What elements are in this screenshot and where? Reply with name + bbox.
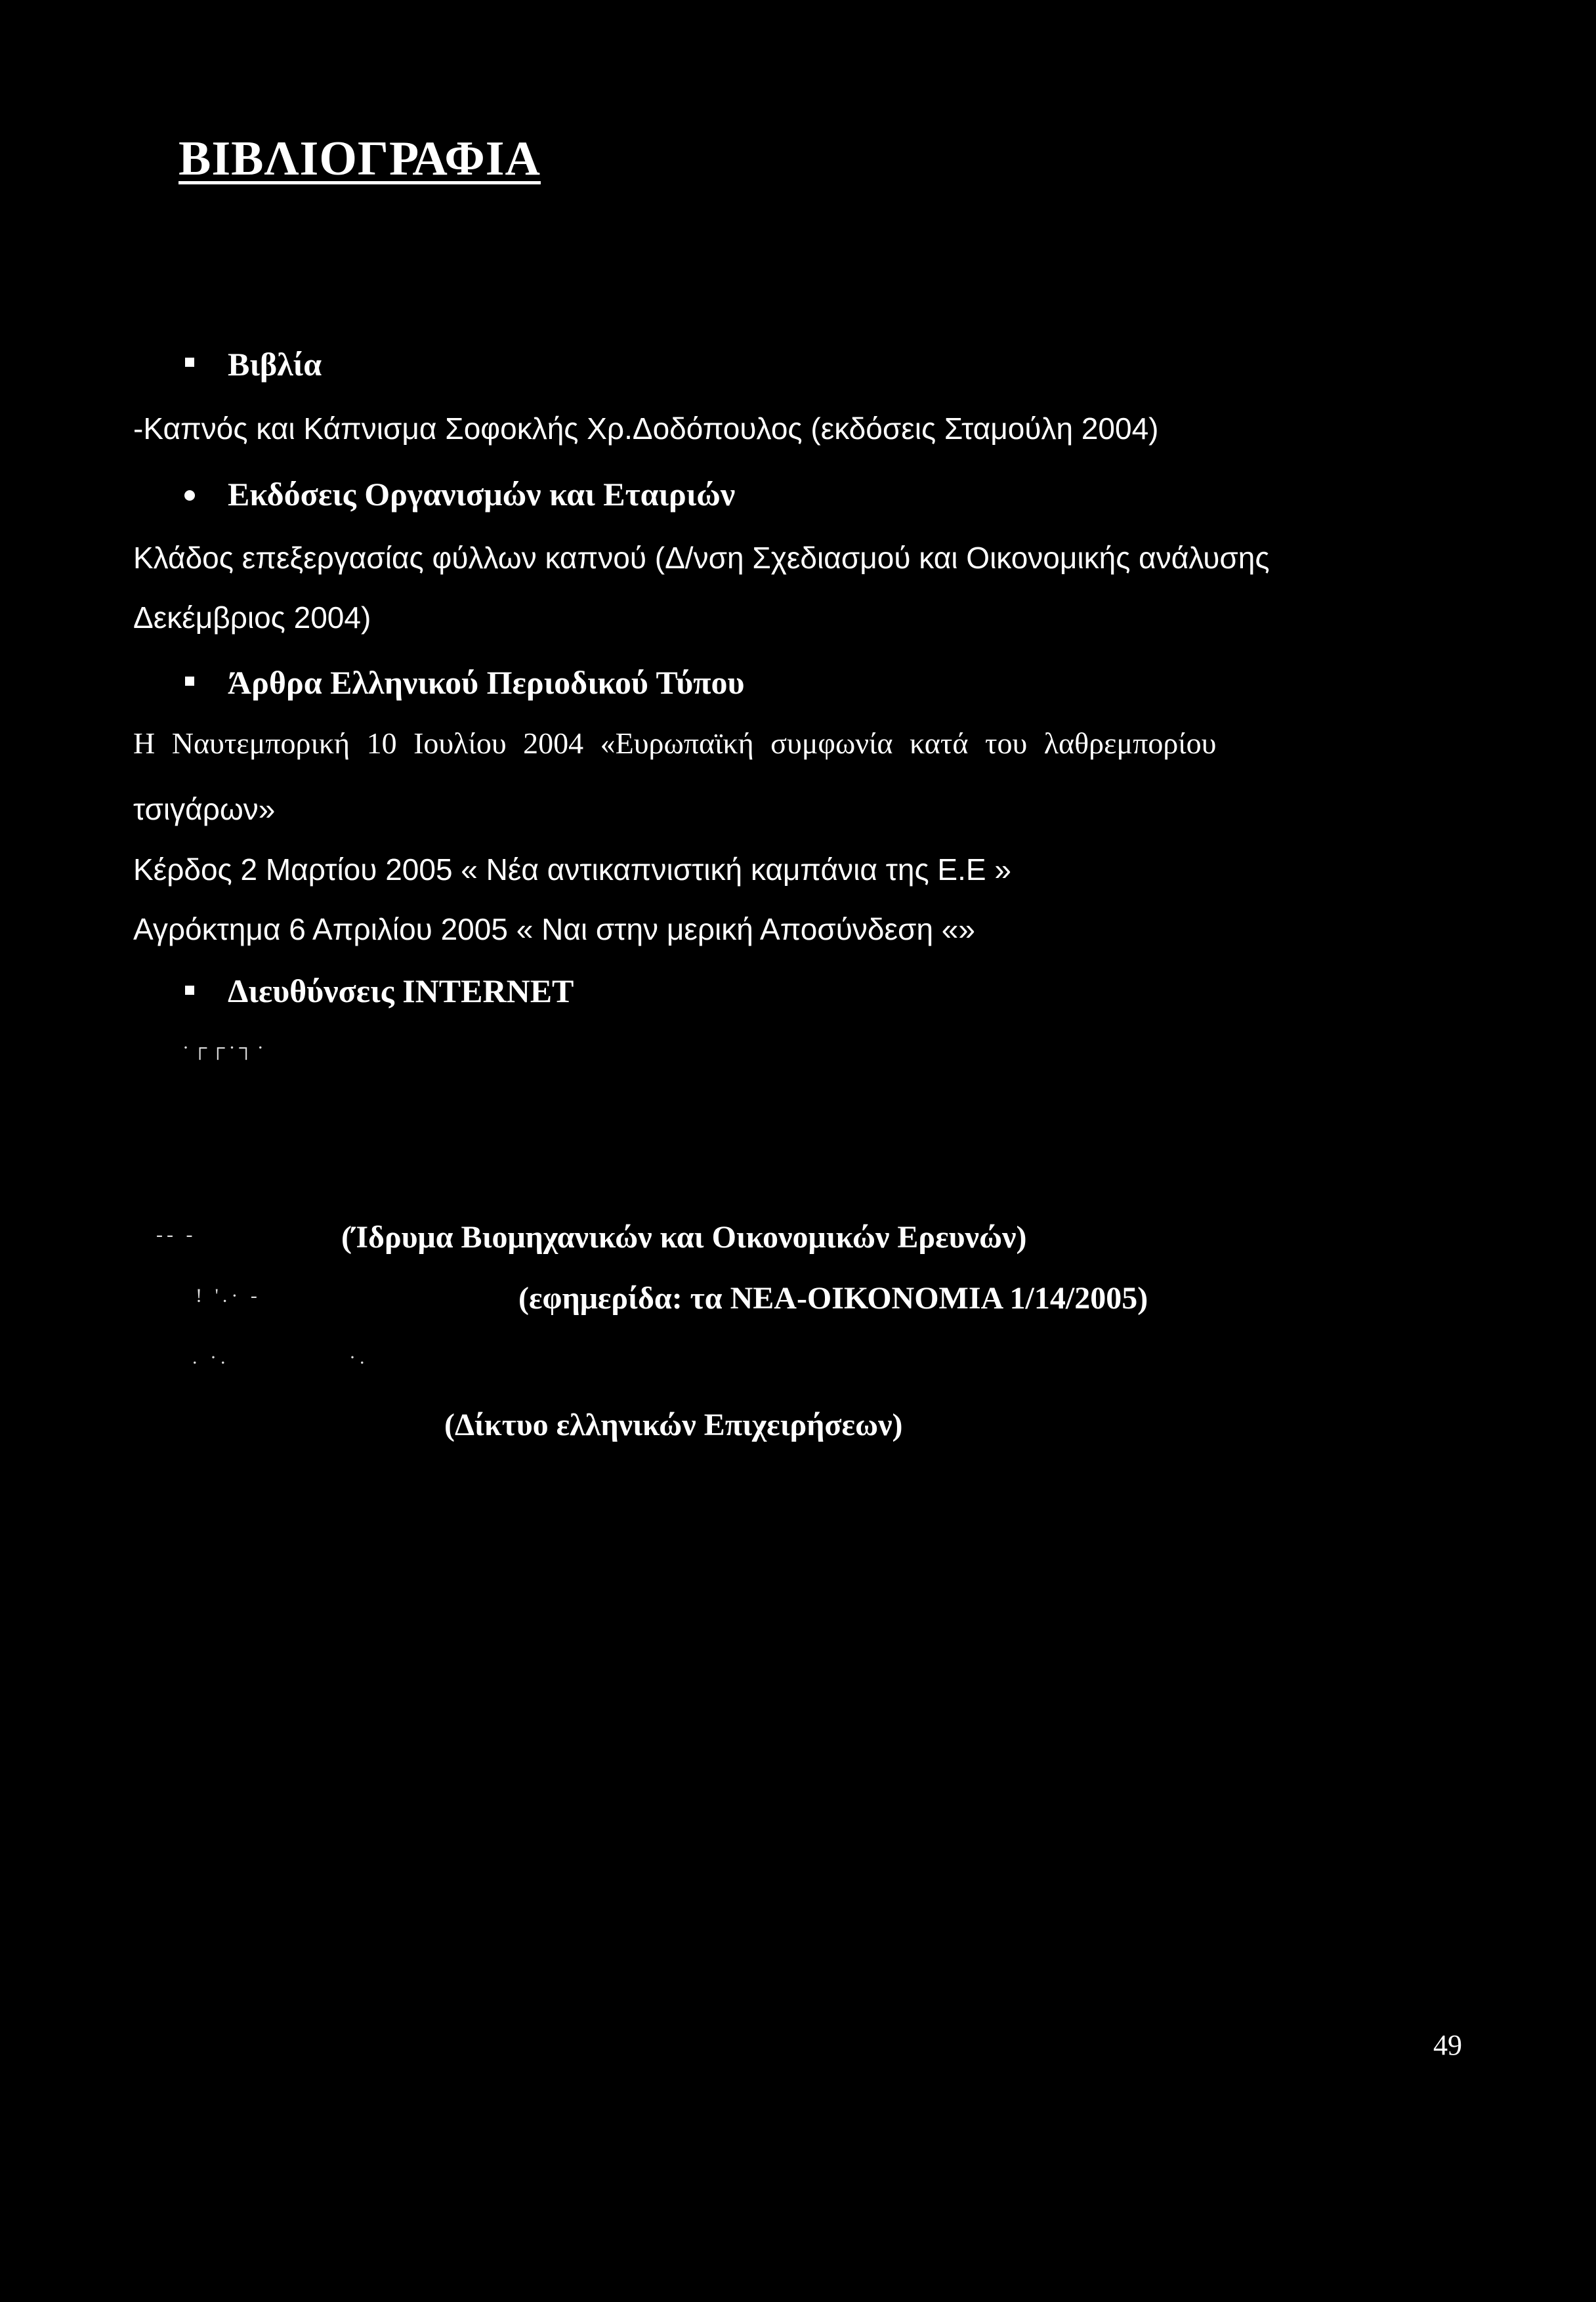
round-bullet-icon — [184, 490, 195, 501]
bibliography-entry: Κέρδος 2 Μαρτίου 2005 « Νέα αντικαπνιστική καμπάνια της Ε.Ε » — [133, 852, 1011, 887]
bibliography-entry: Η Ναυτεμπορική 10 Ιουλίου 2004 «Ευρωπαϊκή συμφωνία κατά του λαθρεμπορίου — [133, 726, 1217, 760]
bibliography-entry: Δεκέμβριος 2004) — [133, 600, 371, 635]
scan-artifact: ! '.· - — [196, 1285, 261, 1307]
scan-artifact: ·. — [349, 1347, 369, 1368]
bibliography-entry: τσιγάρων» — [133, 792, 276, 826]
internet-entry: (εφημερίδα: τα ΝΕΑ-ΟΙΚΟΝΟΜΙΑ 1/14/2005) — [518, 1281, 1148, 1316]
scan-artifact: . ·. — [192, 1347, 230, 1368]
page-number: 49 — [1433, 2029, 1462, 2061]
bibliography-entry: Κλάδος επεξεργασίας φύλλων καπνού (Δ/νση Σχεδιασμού και Οικονομικής ανάλυσης — [133, 541, 1270, 575]
section-heading-organizations: Εκδόσεις Οργανισμών και Εταιριών — [228, 476, 736, 513]
section-heading-press: Άρθρα Ελληνικού Περιοδικού Τύπου — [228, 664, 745, 701]
square-bullet-icon — [185, 677, 194, 686]
section-heading-books: Βιβλία — [228, 346, 322, 383]
page-title: ΒΙΒΛΙΟΓΡΑΦΙΑ — [178, 132, 541, 186]
bibliography-entry: Αγρόκτημα 6 Απριλίου 2005 « Ναι στην μερική Αποσύνδεση «» — [133, 912, 975, 946]
scan-artifact: ·┌┌·┐· — [182, 1037, 268, 1058]
bibliography-entry: -Καπνός και Κάπνισμα Σοφοκλής Χρ.Δοδόπουλος (εκδόσεις Σταμούλη 2004) — [133, 411, 1159, 446]
square-bullet-icon — [185, 986, 194, 995]
internet-entry: (Δίκτυο ελληνικών Επιχειρήσεων) — [444, 1408, 903, 1442]
internet-entry: (Ίδρυμα Βιομηχανικών και Οικονομικών Ερευνών) — [341, 1220, 1027, 1255]
square-bullet-icon — [185, 358, 194, 367]
scan-artifact: -- - — [156, 1224, 197, 1245]
section-heading-internet: Διευθύνσεις INTERNET — [228, 973, 574, 1009]
